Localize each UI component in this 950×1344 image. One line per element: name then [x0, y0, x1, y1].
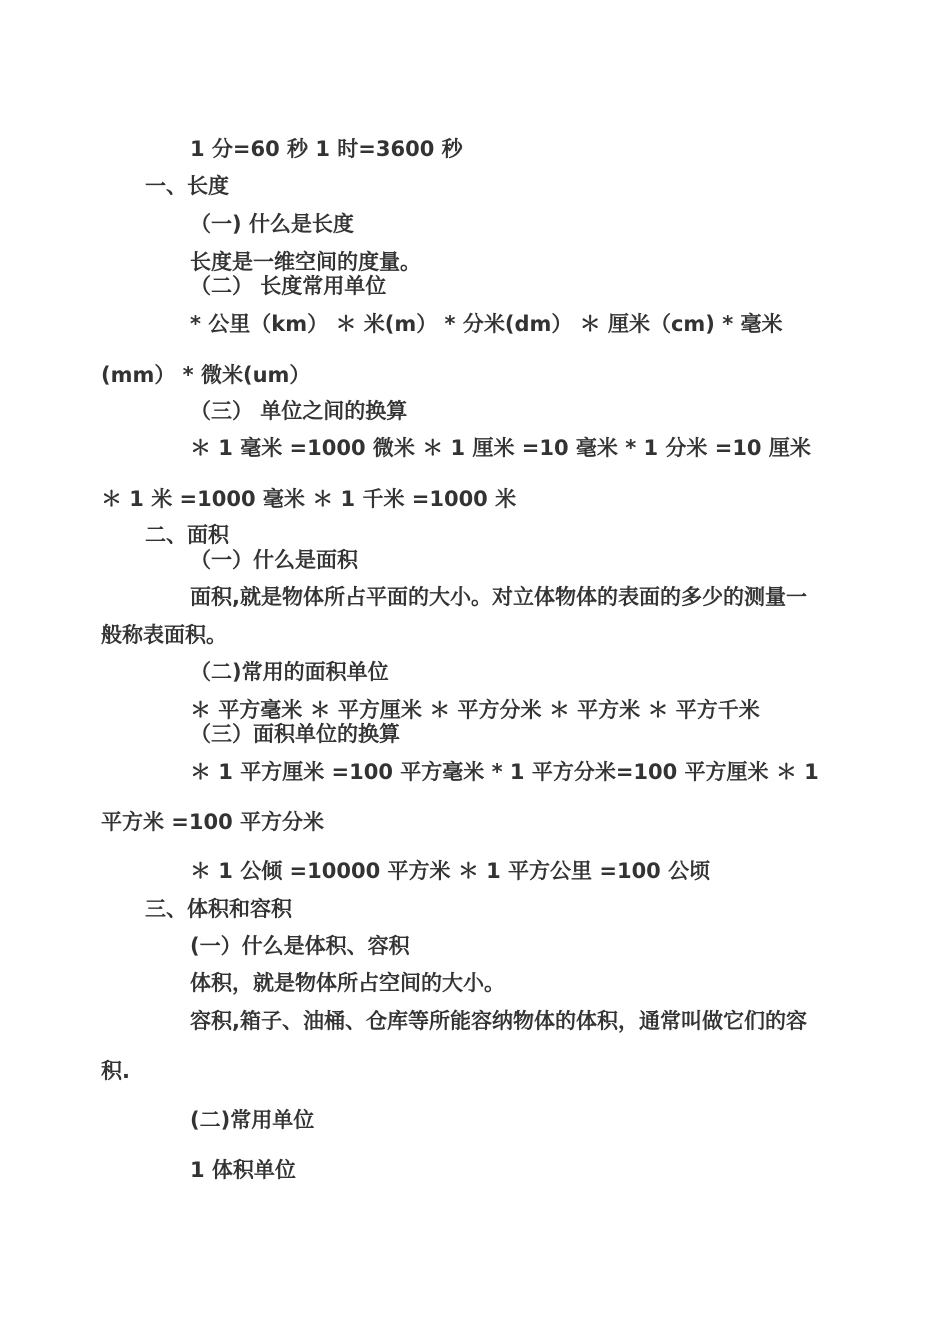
length-definition: 长度是一维空间的度量。 [190, 250, 421, 274]
subheading-unit-conversion: （三） 单位之间的换算 [190, 399, 408, 423]
subheading-area-conversion: （三）面积单位的换算 [190, 722, 400, 746]
area-units-line: ＊ 平方毫米 ＊ 平方厘米 ＊ 平方分米 ＊ 平方米 ＊ 平方千米 [190, 698, 760, 722]
length-units-line-1: * 公里（km） ＊ 米(m） * 分米(dm） ＊ 厘米（cm) * 毫米 [190, 312, 783, 336]
subheading-length-units: （二） 长度常用单位 [190, 274, 387, 298]
subheading-what-is-area: （一）什么是面积 [190, 548, 358, 572]
volume-units-heading: 1 体积单位 [190, 1158, 296, 1182]
length-units-line-2: (mm） * 微米(um） [101, 363, 311, 387]
area-definition-line-2: 般称表面积。 [101, 623, 227, 647]
time-conversion-line: 1 分=60 秒 1 时=3600 秒 [190, 137, 463, 161]
subheading-what-is-volume: (一）什么是体积、容积 [190, 934, 410, 958]
volume-definition: 体积，就是物体所占空间的大小。 [190, 971, 505, 995]
section-heading-length: 一、长度 [145, 174, 229, 198]
area-conversion-line-3: ＊ 1 公倾 =10000 平方米 ＊ 1 平方公里 =100 公顷 [190, 859, 711, 883]
area-conversion-line-2: 平方米 =100 平方分米 [101, 810, 325, 834]
section-heading-area: 二、面积 [145, 523, 229, 547]
length-conversion-line-2: ＊ 1 米 =1000 毫米 ＊ 1 千米 =1000 米 [101, 487, 517, 511]
subheading-common-units: (二)常用单位 [190, 1108, 315, 1132]
length-conversion-line-1: ＊ 1 毫米 =1000 微米 ＊ 1 厘米 =10 毫米 * 1 分米 =10 厘米 [190, 436, 811, 460]
section-heading-volume: 三、体积和容积 [145, 897, 292, 921]
capacity-definition-line-2: 积. [101, 1059, 130, 1083]
subheading-what-is-length: （一) 什么是长度 [190, 212, 354, 236]
capacity-definition-line-1: 容积,箱子、油桶、仓库等所能容纳物体的体积，通常叫做它们的容 [190, 1009, 807, 1033]
area-conversion-line-1: ＊ 1 平方厘米 =100 平方毫米 * 1 平方分米=100 平方厘米 ＊ 1 [190, 760, 819, 784]
subheading-area-units: （二)常用的面积单位 [190, 660, 389, 684]
area-definition-line-1: 面积,就是物体所占平面的大小。对立体物体的表面的多少的测量一 [190, 585, 807, 609]
